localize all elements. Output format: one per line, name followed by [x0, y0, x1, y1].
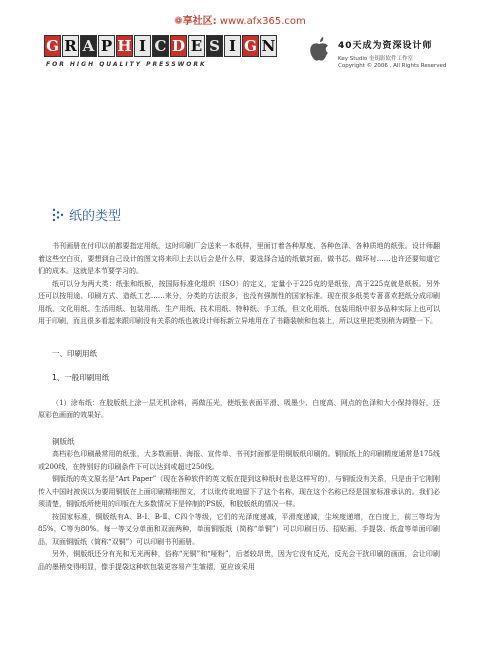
section-heading: [52, 205, 121, 224]
paragraph: （1）涂布纸：在胶版纸上涂一层无机涂料，再做压光，使纸张表面平滑、吸墨少、白度高、网点的色泽和大小保持得好，还原彩色画面的效果好。: [38, 398, 440, 419]
logo-letter: I: [134, 35, 151, 57]
logo-letter: G: [242, 35, 259, 57]
logo-letter: N: [261, 37, 276, 55]
paragraph: 纸可以分为两大类：纸张和纸板，按国际标准化组织（ISO）的定义，定量小于225克的是纸张，高于225克就是纸板。另外还可以按用途、印刷方式、造纸工艺……来分，分类的方法很多，也没有强制性的国家标准。现在很多纸类专著喜欢把纸分成印刷用纸、文化用纸、生活用纸、包装用纸、生产用纸、技术用纸、特种纸、手工纸，但文化用纸、包装用纸中很多品种实际上也可以用于印刷，而且很多看起来跟印刷没有关系的纸也被设计师标新立异地用在了书籍装帧和包装上，所以这里把类别稍为调整一下。: [38, 279, 440, 325]
logo-letter: R: [62, 35, 79, 57]
logo-letter: A: [80, 35, 97, 57]
logo-letter: G: [44, 35, 61, 57]
logo-tagline: FOR HIGH QUALITY PRESSWORK: [46, 61, 207, 68]
logo-letter: H: [117, 37, 132, 55]
logo-letter: S: [206, 35, 223, 57]
dotted-bullet-icon: [52, 208, 64, 222]
paragraph: 铜版纸的英文原名是“Art Paper”（现在各种软件的英文版在提到这种纸时也是这样写的），与铜版没有关系，只是由于它刚刚传入中国时被误以为要用铜版在上面印刷精细图文，才以讹传讹地留下了这个名称，现在这个名称已经是国家标准承认的。我们必须清楚，铜版纸所使用的印版在大多数情况下是锌制的PS版，和胶版纸的情况一样。: [38, 475, 440, 508]
site-header: [0, 12, 480, 27]
heading-general-printing-paper: 1、一般印刷用纸: [52, 373, 110, 382]
logo-banner: [44, 34, 447, 80]
site-brand: ❁享社区:: [174, 16, 217, 27]
publisher-copyright: Copyright © 2006 . All Rights Reserved: [338, 63, 447, 69]
publisher-studio: Key Studio 奎钥影软件工作室: [338, 56, 413, 62]
logo-letter: E: [188, 35, 205, 57]
paragraph: 高档彩色印刷最常用的纸张，大多数画册、海报、宣传单、书刊封面都是用铜版纸印刷的。铜版纸上的印刷精度通常是175线或200线，在特别好的印刷条件下可以达到或超过250线。: [38, 450, 440, 471]
heading-printing-paper: 一、印刷用纸: [52, 348, 97, 358]
publisher-title: 40天成为资深设计师: [338, 41, 433, 51]
paragraph: 按国家标准，铜版纸有A、B-Ⅰ、B-Ⅱ、C四个等级，它们的光泽度递减，平滑度递减，尘埃度递增，在白度上，前三等均为85%，C等为80%。每一等又分单面和双面两种，单面铜版纸（简称“单铜”）可以印刷日历、招贴画、手提袋、纸盒等单面印刷品，双面铜版纸（简称“双铜”）可以印刷书刊画册。: [38, 512, 440, 546]
publisher-block: [338, 38, 448, 69]
logo-letter: I: [224, 35, 241, 57]
site-url[interactable]: www.afx365.com: [219, 16, 306, 27]
section-title-text: 纸的类型: [69, 209, 122, 224]
article-body: [38, 240, 440, 573]
graphic-design-logo: [44, 34, 278, 58]
logo-letter: C: [152, 35, 169, 57]
apple-icon: [308, 36, 330, 62]
paragraph: 另外，铜版纸还分有光和无光两种，俗称“光铜”和“哑粉”，后者较昂贵，因为它没有反光，反光会干扰印刷的画面，会让印刷品的墨稍变得明显，像手提袋这种软包装更容易产生皱褶，更应该采用: [38, 550, 440, 571]
logo-letter: P: [98, 35, 115, 57]
logo-letter: D: [171, 37, 185, 55]
subheading-art-paper: 铜版纸: [52, 436, 75, 446]
paragraph: 书刊画册在付印以前都要指定用纸，这时印刷厂会送来一本纸样，里面订着各种厚度、各种色泽、各种质地的纸张。设计师翻着这些空白页，要想到自己设计的图文将来印上去以后会是什么样，要选择合适的纸做封面、做书芯、做环衬……也许还要知道它们的成本。这就是本节要学习的。: [38, 242, 440, 275]
